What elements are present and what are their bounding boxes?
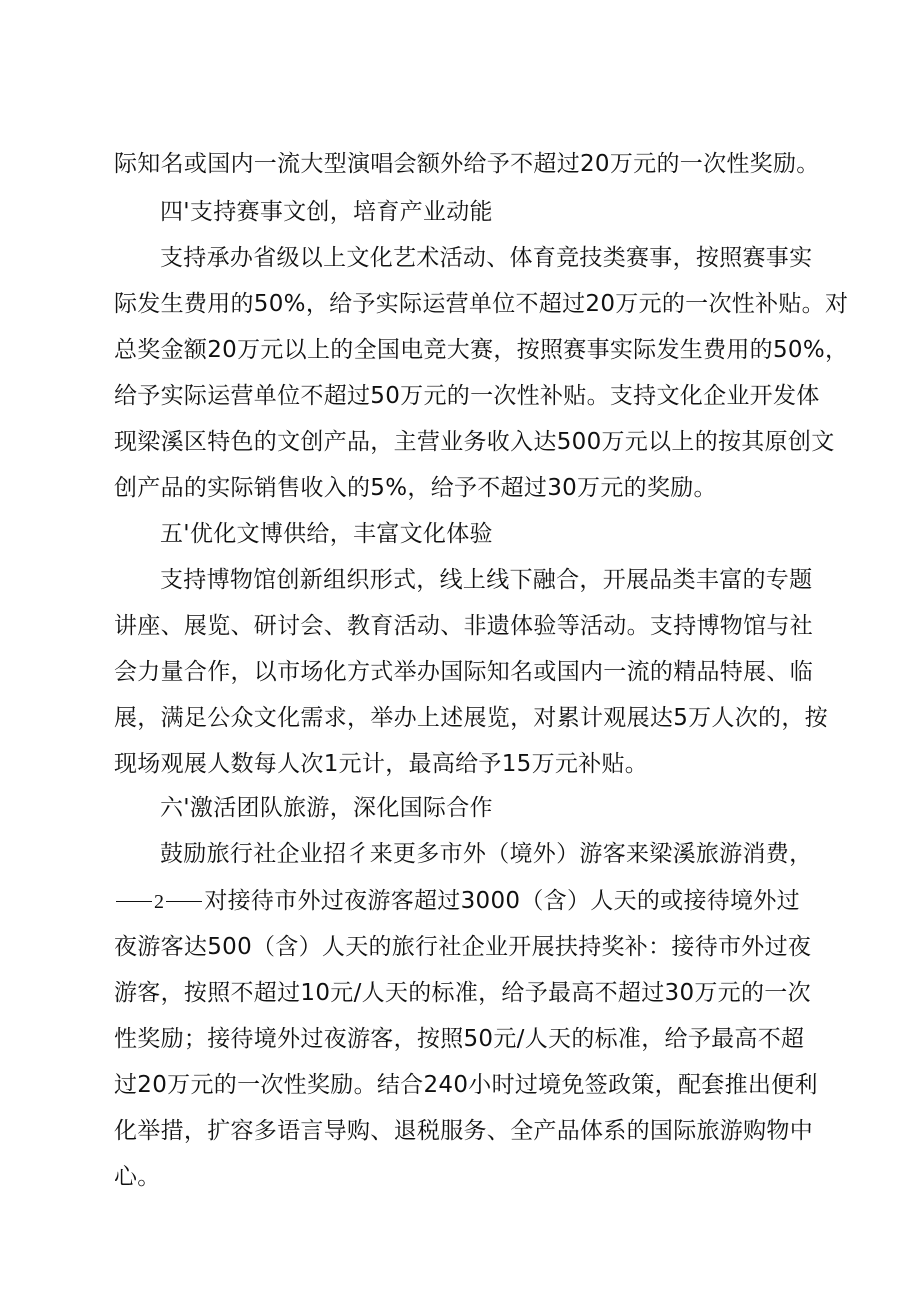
- paragraph-line: 展，满足公众文化需求，举办上述展览，对累计观展达5万人次的，按: [114, 705, 828, 731]
- paragraph-line: 创产品的实际销售收入的5%，给予不超过30万元的奖励。: [114, 475, 717, 501]
- paragraph-line: 支持博物馆创新组织形式，线上线下融合，开展品类丰富的专题: [160, 567, 813, 593]
- paragraph-line: 讲座、展览、研讨会、教育活动、非遗体验等活动。支持博物馆与社: [114, 613, 813, 639]
- paragraph-line: 际发生费用的50%，给予实际运营单位不超过20万元的一次性补贴。对: [114, 291, 849, 317]
- section-heading-6: 六'激活团队旅游，深化国际合作: [160, 795, 493, 821]
- page-number-dash-left: [116, 901, 152, 902]
- paragraph-line: 现梁溪区特色的文创产品，主营业务收入达500万元以上的按其原创文: [114, 429, 835, 455]
- page-break-line: [114, 884, 824, 919]
- paragraph-line: 支持承办省级以上文化艺术活动、体育竞技类赛事，按照赛事实: [160, 245, 813, 271]
- paragraph-line: 夜游客达500（含）人天的旅行社企业开展扶持奖补：接待市外过夜: [114, 934, 812, 960]
- section-heading-4: 四'支持赛事文创，培育产业动能: [160, 199, 493, 225]
- paragraph-line: 现场观展人数每人次1元计，最高给予15万元补贴。: [114, 751, 649, 777]
- paragraph-line: 过20万元的一次性奖励。结合240小时过境免签政策，配套推出便利: [114, 1072, 818, 1098]
- paragraph-line: 会力量合作，以市场化方式举办国际知名或国内一流的精品特展、临: [114, 659, 813, 685]
- paragraph-line: 心。: [114, 1164, 161, 1190]
- paragraph-line: 给予实际运营单位不超过50万元的一次性补贴。支持文化企业开发体: [114, 383, 820, 409]
- paragraph-line: 总奖金额20万元以上的全国电竞大赛，按照赛事实际发生费用的50%，: [114, 337, 849, 363]
- page-number-dash-right: [166, 901, 202, 902]
- page-number: 2: [154, 891, 165, 913]
- paragraph-line: 鼓励旅行社企业招彳来更多市外（境外）游客来梁溪旅游消费，: [160, 841, 813, 867]
- paragraph-line: 际知名或国内一流大型演唱会额外给予不超过20万元的一次性奖励。: [114, 151, 820, 177]
- section-heading-5: 五'优化文博供给，丰富文化体验: [160, 521, 493, 547]
- paragraph-line: 性奖励；接待境外过夜游客，按照50元/人天的标准，给予最高不超: [114, 1026, 805, 1052]
- paragraph-line: 化举措，扩容多语言导购、退税服务、全产品体系的国际旅游购物中: [114, 1118, 813, 1144]
- paragraph-line: 对接待市外过夜游客超过3000（含）人天的或接待境外过: [204, 888, 800, 914]
- paragraph-line: 游客，按照不超过10元/人天的标准，给予最高不超过30万元的一次: [114, 980, 811, 1006]
